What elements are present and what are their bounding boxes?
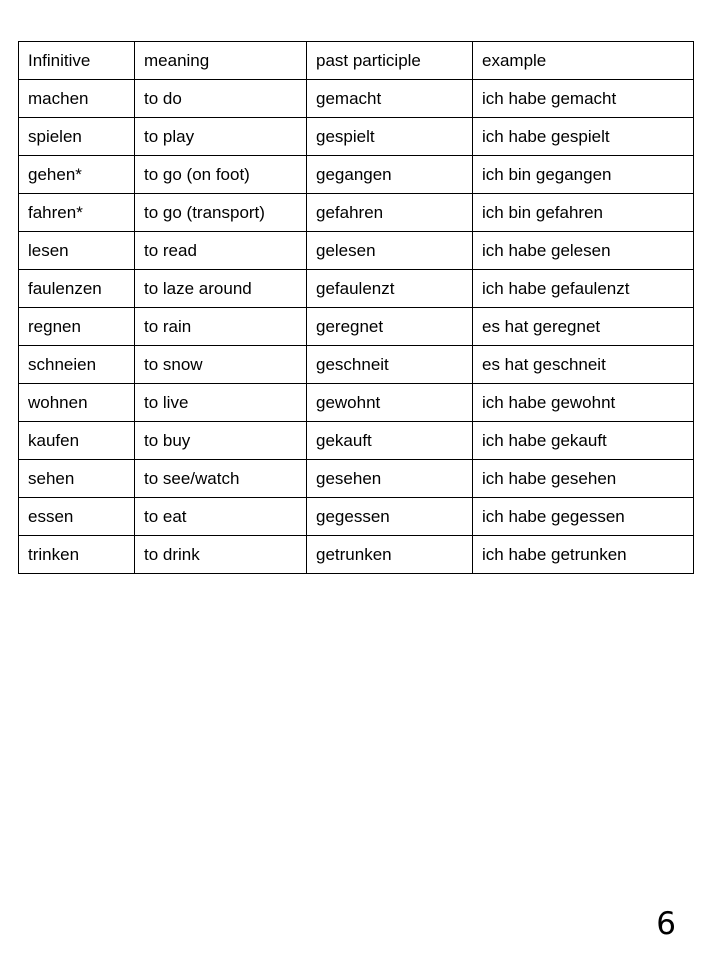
cell-infinitive: machen bbox=[19, 80, 135, 118]
cell-past-participle: gekauft bbox=[307, 422, 473, 460]
header-infinitive: Infinitive bbox=[19, 42, 135, 80]
cell-meaning: to live bbox=[135, 384, 307, 422]
cell-example: es hat geschneit bbox=[473, 346, 694, 384]
cell-past-participle: gespielt bbox=[307, 118, 473, 156]
cell-infinitive: trinken bbox=[19, 536, 135, 574]
table-row bbox=[19, 308, 694, 346]
cell-past-participle: gefahren bbox=[307, 194, 473, 232]
cell-infinitive: schneien bbox=[19, 346, 135, 384]
cell-example: ich habe gelesen bbox=[473, 232, 694, 270]
cell-example: es hat geregnet bbox=[473, 308, 694, 346]
cell-meaning: to buy bbox=[135, 422, 307, 460]
cell-meaning: to go (on foot) bbox=[135, 156, 307, 194]
cell-meaning: to laze around bbox=[135, 270, 307, 308]
table-row bbox=[19, 194, 694, 232]
cell-past-participle: gegessen bbox=[307, 498, 473, 536]
cell-past-participle: getrunken bbox=[307, 536, 473, 574]
cell-meaning: to rain bbox=[135, 308, 307, 346]
cell-example: ich bin gegangen bbox=[473, 156, 694, 194]
cell-example: ich habe gekauft bbox=[473, 422, 694, 460]
cell-past-participle: gefaulenzt bbox=[307, 270, 473, 308]
header-example: example bbox=[473, 42, 694, 80]
cell-past-participle: gemacht bbox=[307, 80, 473, 118]
table-row bbox=[19, 270, 694, 308]
table-row bbox=[19, 422, 694, 460]
cell-meaning: to eat bbox=[135, 498, 307, 536]
table-row bbox=[19, 232, 694, 270]
cell-example: ich habe gesehen bbox=[473, 460, 694, 498]
cell-example: ich habe gegessen bbox=[473, 498, 694, 536]
cell-infinitive: wohnen bbox=[19, 384, 135, 422]
header-past-participle: past participle bbox=[307, 42, 473, 80]
table-row bbox=[19, 498, 694, 536]
cell-meaning: to drink bbox=[135, 536, 307, 574]
cell-example: ich habe gemacht bbox=[473, 80, 694, 118]
cell-infinitive: spielen bbox=[19, 118, 135, 156]
table-row bbox=[19, 80, 694, 118]
cell-infinitive: regnen bbox=[19, 308, 135, 346]
cell-meaning: to read bbox=[135, 232, 307, 270]
cell-past-participle: geschneit bbox=[307, 346, 473, 384]
cell-meaning: to see/watch bbox=[135, 460, 307, 498]
cell-example: ich habe gespielt bbox=[473, 118, 694, 156]
table-row bbox=[19, 156, 694, 194]
cell-infinitive: fahren* bbox=[19, 194, 135, 232]
table-row bbox=[19, 460, 694, 498]
table-row bbox=[19, 384, 694, 422]
cell-past-participle: gegangen bbox=[307, 156, 473, 194]
cell-past-participle: geregnet bbox=[307, 308, 473, 346]
cell-infinitive: faulenzen bbox=[19, 270, 135, 308]
table-row bbox=[19, 118, 694, 156]
cell-example: ich habe getrunken bbox=[473, 536, 694, 574]
cell-example: ich habe gewohnt bbox=[473, 384, 694, 422]
cell-meaning: to go (transport) bbox=[135, 194, 307, 232]
cell-infinitive: sehen bbox=[19, 460, 135, 498]
cell-infinitive: lesen bbox=[19, 232, 135, 270]
cell-meaning: to play bbox=[135, 118, 307, 156]
table-row bbox=[19, 346, 694, 384]
verb-table bbox=[18, 41, 694, 574]
cell-infinitive: gehen* bbox=[19, 156, 135, 194]
cell-past-participle: gewohnt bbox=[307, 384, 473, 422]
cell-infinitive: essen bbox=[19, 498, 135, 536]
header-meaning: meaning bbox=[135, 42, 307, 80]
cell-example: ich habe gefaulenzt bbox=[473, 270, 694, 308]
cell-infinitive: kaufen bbox=[19, 422, 135, 460]
cell-meaning: to do bbox=[135, 80, 307, 118]
verb-table-body bbox=[19, 42, 694, 574]
table-row bbox=[19, 536, 694, 574]
table-header-row bbox=[19, 42, 694, 80]
cell-past-participle: gelesen bbox=[307, 232, 473, 270]
cell-past-participle: gesehen bbox=[307, 460, 473, 498]
cell-example: ich bin gefahren bbox=[473, 194, 694, 232]
page-number: 6 bbox=[656, 906, 676, 942]
cell-meaning: to snow bbox=[135, 346, 307, 384]
